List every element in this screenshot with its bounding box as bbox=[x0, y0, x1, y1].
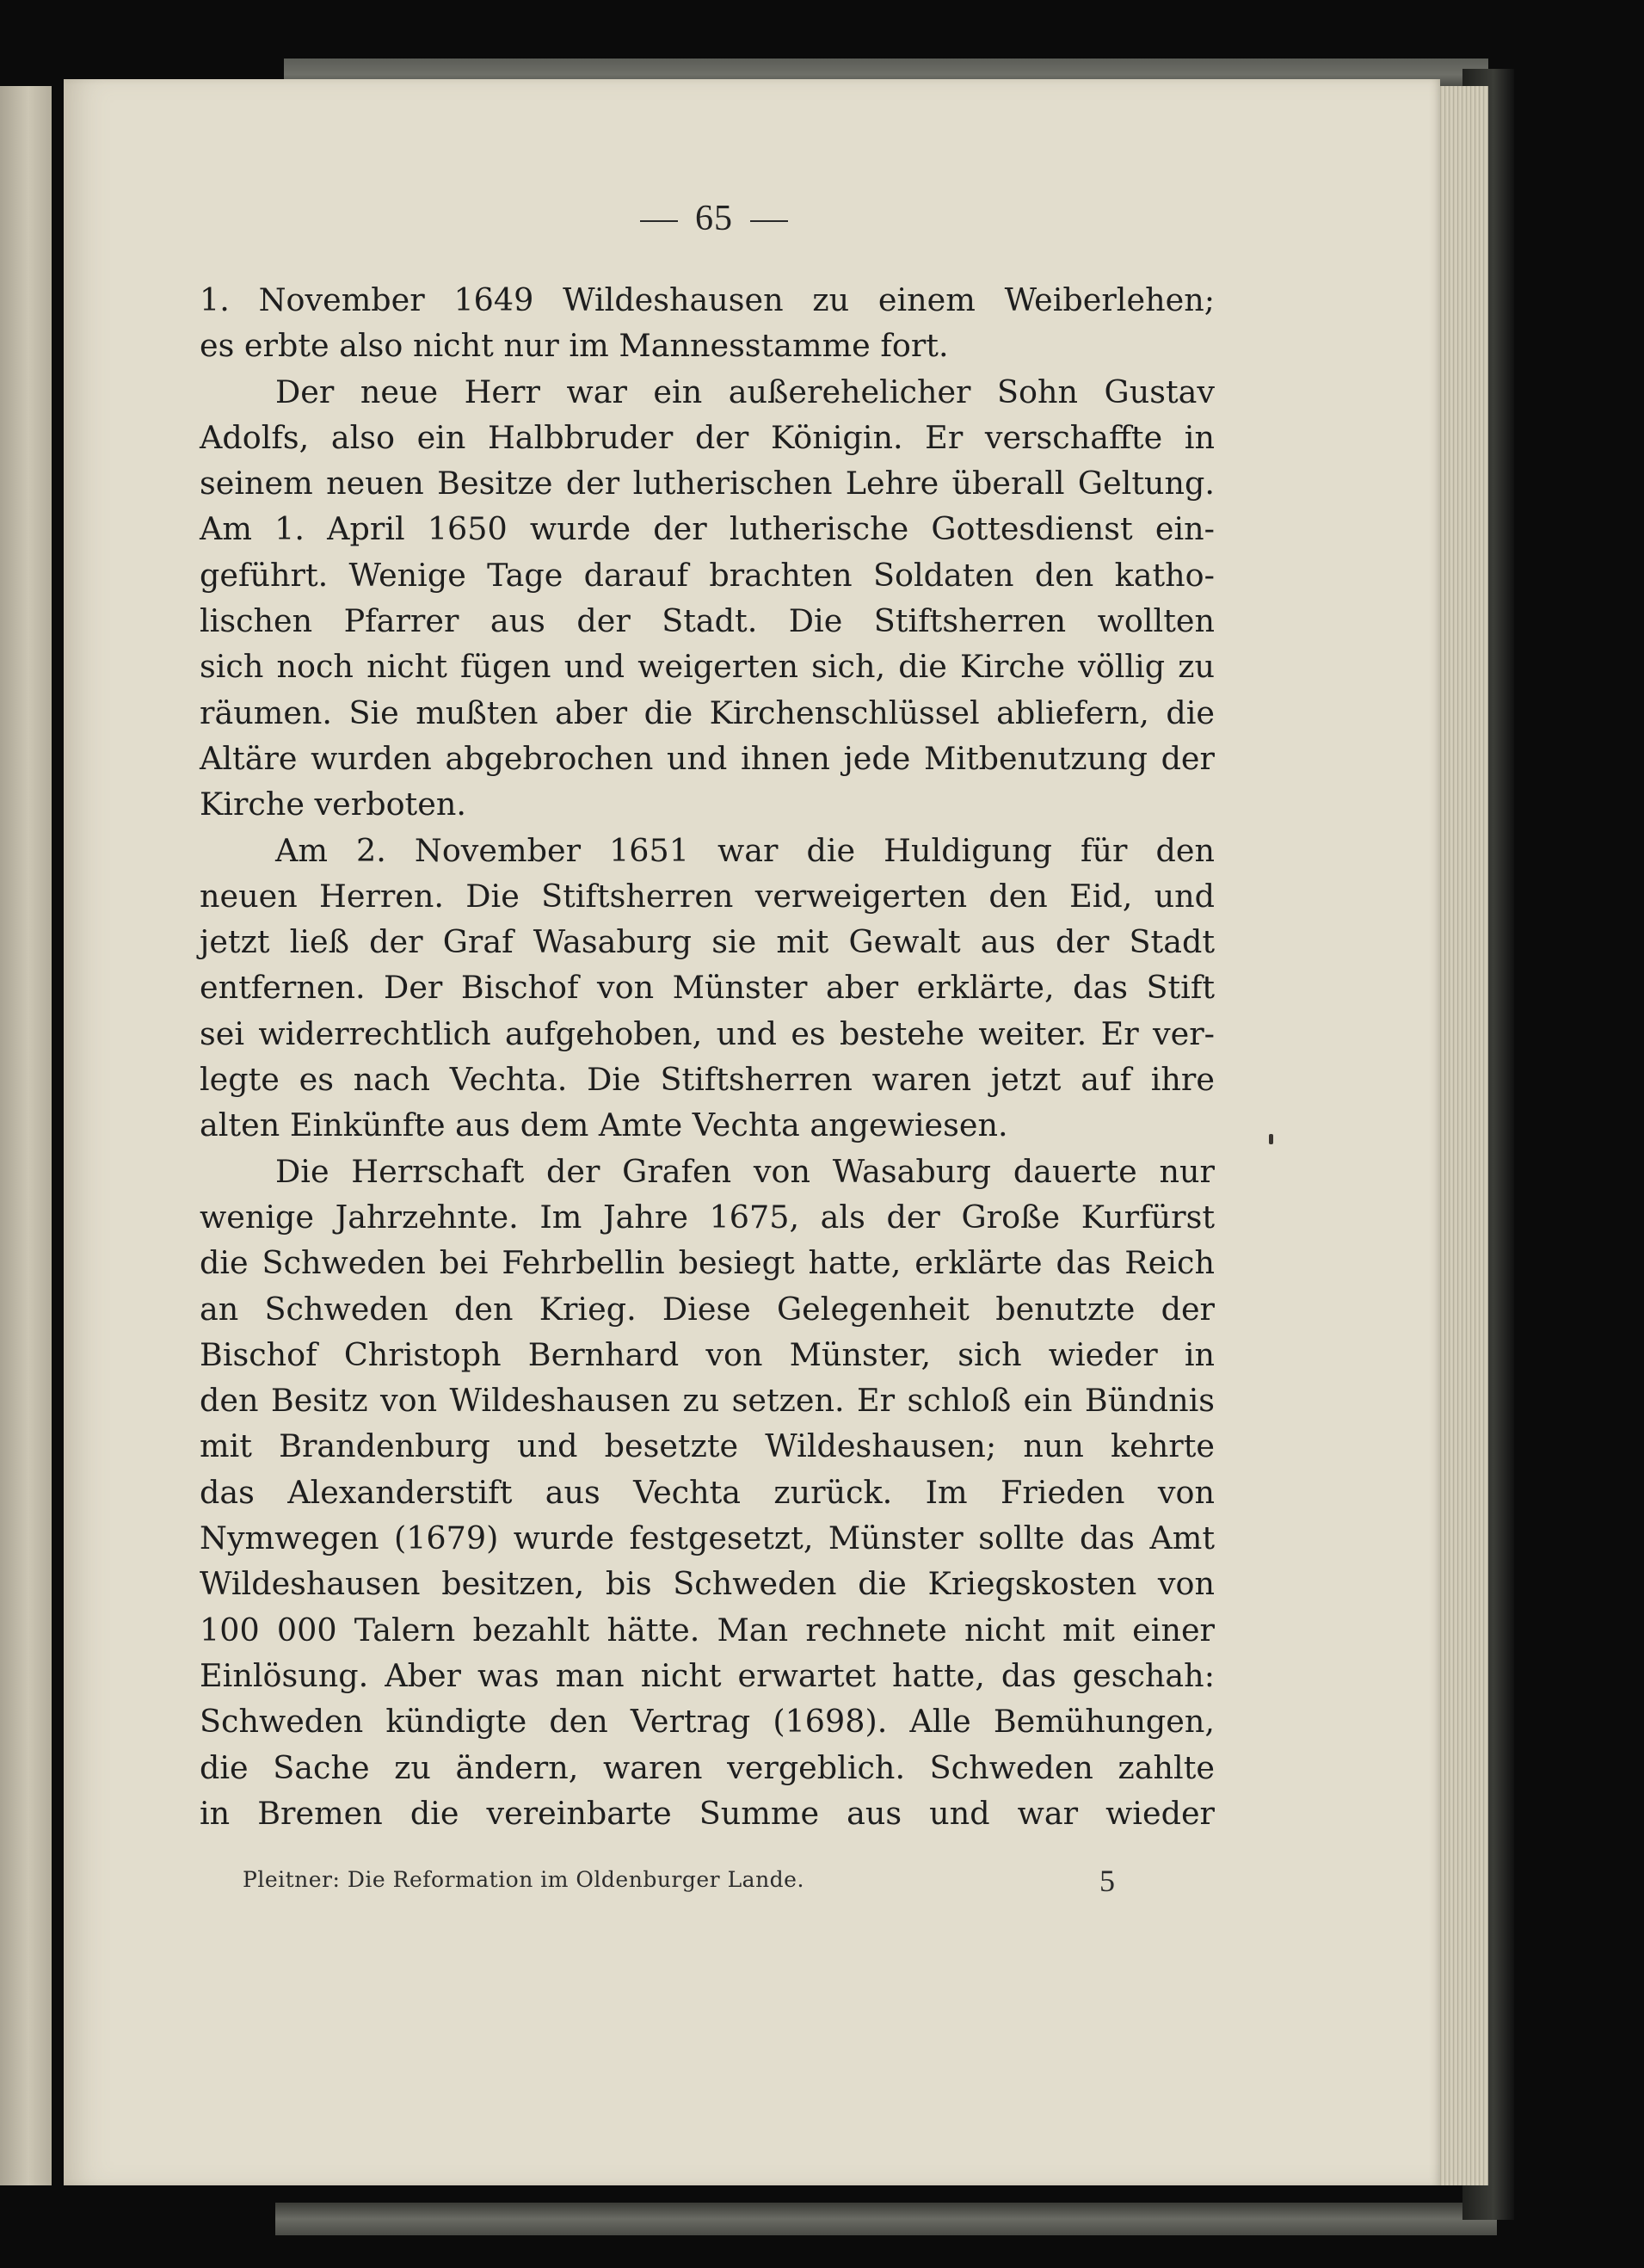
text-line: neuen Herren. Die Stiftsherren verweigerten den Eid, und bbox=[200, 877, 1215, 915]
header-dash-right bbox=[750, 220, 788, 222]
text-line: alten Einkünfte aus dem Amte Vechta angewiesen. bbox=[200, 1106, 1008, 1144]
text-line: Bischof Christoph Bernhard von Münster, sich wieder in bbox=[200, 1335, 1215, 1373]
text-line: in Bremen die vereinbarte Summe aus und war wieder bbox=[200, 1794, 1215, 1832]
book-binding-bottom bbox=[275, 2203, 1497, 2235]
text-line: entfernen. Der Bischof von Münster aber erklärte, das Stift bbox=[200, 969, 1215, 1007]
text-line: jetzt ließ der Graf Wasaburg sie mit Gewalt aus der Stadt bbox=[200, 923, 1215, 961]
text-line: seinem neuen Besitze der lutherischen Lehre überall Geltung. bbox=[200, 465, 1215, 502]
text-line: mit Brandenburg und besetzte Wildeshausen; nun kehrte bbox=[200, 1427, 1215, 1465]
text-line: Einlösung. Aber was man nicht erwartet hatte, das geschah: bbox=[200, 1656, 1215, 1694]
text-line: Adolfs, also ein Halbbruder der Königin. Er verschaffte in bbox=[200, 418, 1215, 456]
text-line: den Besitz von Wildeshausen zu setzen. Er schloß ein Bündnis bbox=[200, 1382, 1215, 1420]
text-line: Nymwegen (1679) wurde festgesetzt, Münster sollte das Amt bbox=[200, 1519, 1215, 1557]
text-line: Der neue Herr war ein außerehelicher Sohn Gustav bbox=[275, 373, 1215, 410]
text-line: sei widerrechtlich aufgehoben, und es bestehe weiter. Er ver- bbox=[200, 1014, 1215, 1052]
footer-sheet-number: 5 bbox=[1099, 1864, 1115, 1898]
text-line: die Schweden bei Fehrbellin besiegt hatte, erklärte das Reich bbox=[200, 1244, 1215, 1282]
header-dash-left bbox=[640, 220, 678, 222]
ink-speck bbox=[1269, 1134, 1273, 1144]
text-line: die Sache zu ändern, waren vergeblich. Schweden zahlte bbox=[200, 1748, 1215, 1786]
text-line: Am 2. November 1651 war die Huldigung für den bbox=[275, 831, 1215, 869]
text-line: räumen. Sie mußten aber die Kirchenschlüssel abliefern, die bbox=[200, 693, 1215, 731]
text-line: Altäre wurden abgebrochen und ihnen jede Mitbenutzung der bbox=[200, 739, 1215, 777]
text-line: lischen Pfarrer aus der Stadt. Die Stiftsherren wollten bbox=[200, 602, 1215, 640]
text-line: 100 000 Talern bezahlt hätte. Man rechnete nicht mit einer bbox=[200, 1611, 1215, 1649]
text-line: Die Herrschaft der Grafen von Wasaburg dauerte nur bbox=[275, 1152, 1215, 1190]
text-line: legte es nach Vechta. Die Stiftsherren waren jetzt auf ihre bbox=[200, 1061, 1215, 1099]
page-number: 65 bbox=[695, 199, 733, 238]
text-line: Schweden kündigte den Vertrag (1698). Alle Bemühungen, bbox=[200, 1703, 1215, 1741]
page-header bbox=[615, 198, 813, 239]
text-line: geführt. Wenige Tage darauf brachten Soldaten den katho- bbox=[200, 556, 1215, 594]
text-line: Kirche verboten. bbox=[200, 786, 466, 823]
footer-signature: Pleitner: Die Reformation im Oldenburger Lande. bbox=[243, 1867, 804, 1892]
text-line: 1. November 1649 Wildeshausen zu einem Weiberlehen; bbox=[200, 281, 1215, 318]
text-line: Wildeshausen besitzen, bis Schweden die Kriegskosten von bbox=[200, 1565, 1215, 1603]
previous-page-edge bbox=[0, 86, 52, 2185]
text-line: das Alexanderstift aus Vechta zurück. Im Frieden von bbox=[200, 1473, 1215, 1511]
text-line: wenige Jahrzehnte. Im Jahre 1675, als der Große Kurfürst bbox=[200, 1198, 1215, 1236]
text-line: an Schweden den Krieg. Diese Gelegenheit benutzte der bbox=[200, 1290, 1215, 1328]
body-text bbox=[200, 277, 1215, 1836]
text-line: sich noch nicht fügen und weigerten sich, die Kirche völlig zu bbox=[200, 648, 1215, 686]
text-line: es erbte also nicht nur im Mannesstamme fort. bbox=[200, 327, 949, 365]
text-line: Am 1. April 1650 wurde der lutherische Gottesdienst ein- bbox=[200, 510, 1215, 548]
